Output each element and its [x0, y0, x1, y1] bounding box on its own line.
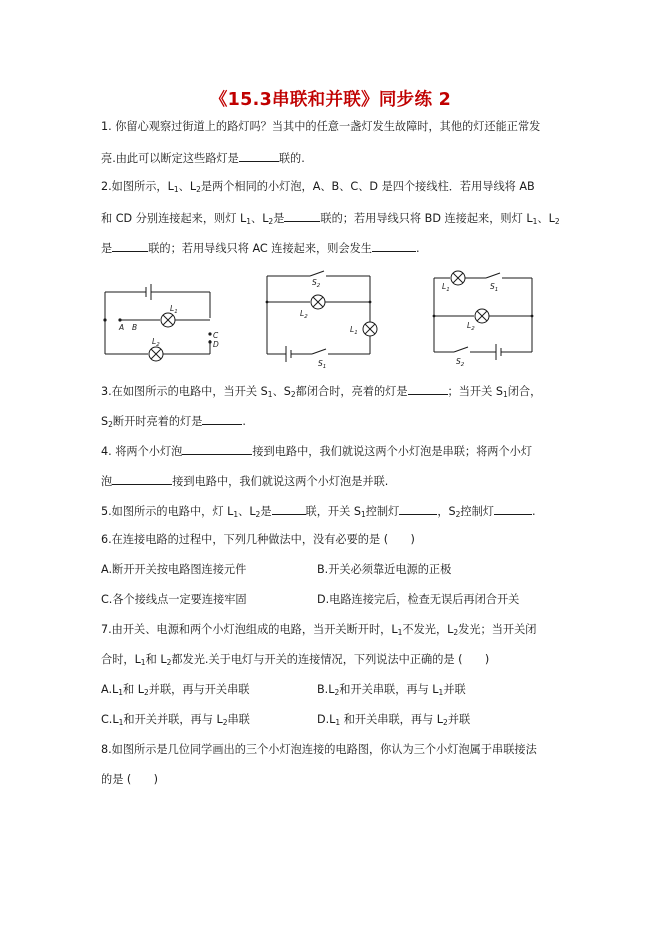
label-S2: $S_2$	[312, 278, 321, 289]
label-L1: $L_1$	[170, 304, 178, 315]
option-A[interactable]: A.断开开关按电路图连接元件	[101, 563, 247, 576]
label-S1: $S_1$	[318, 359, 327, 370]
option-A[interactable]: $A.L_1$和 $L_2$并联，再与开关串联	[101, 683, 250, 697]
answer-blank[interactable]	[239, 150, 279, 162]
answer-blank[interactable]	[372, 240, 416, 252]
label-L1: $L_1$	[350, 325, 358, 336]
question-8-line-1: 8.如图所示是几位同学画出的三个小灯泡连接的电路图，你认为三个小灯泡属于串联接法	[101, 743, 537, 756]
question-4-line-2: 泡 接到电路中，我们就说这两个小灯泡是并联.	[101, 475, 389, 488]
question-6-options-row-1	[101, 563, 452, 577]
label-D: D	[213, 340, 219, 349]
answer-blank[interactable]	[112, 240, 148, 252]
question-7-options-row-1	[101, 683, 466, 700]
answer-blank[interactable]	[284, 210, 320, 222]
answer-blank[interactable]	[272, 503, 306, 515]
answer-blank[interactable]	[494, 503, 532, 515]
label-S2: $S_2$	[456, 357, 465, 368]
question-1-line-1: 1. 你留心观察过街道上的路灯吗？当其中的任意一盏灯发生故障时，其他的灯还能正常发	[101, 120, 541, 133]
question-7-line-2: 合时，$L_1$和 $L_2$都发光.关于电灯与开关的连接情况，下列说法中正确的是 ( )	[101, 653, 490, 667]
label-B: B	[132, 323, 138, 332]
label-L2: $L_2$	[152, 337, 160, 348]
label-C: C	[213, 331, 219, 340]
question-7-options-row-2	[101, 713, 471, 730]
page-title: 《15.3串联和并联》同步练 2	[209, 90, 452, 110]
question-6-stem: 6.在连接电路的过程中，下列几种做法中，没有必要的是 ( )	[101, 533, 415, 546]
circuit-diagram-2	[262, 268, 382, 370]
answer-blank[interactable]	[408, 383, 448, 395]
question-7-line-1: 7.由开关、电源和两个小灯泡组成的电路，当开关断开时，$L_1$不发光，$L_2$发光；当开关闭	[101, 623, 537, 637]
answer-blank[interactable]	[182, 443, 252, 455]
answer-blank[interactable]	[112, 473, 172, 485]
question-2-line-3: 是 联的；若用导线只将 AC 连接起来，则会发生 .	[101, 242, 420, 255]
label-L1: $L_1$	[442, 282, 450, 293]
label-S1: $S_1$	[490, 282, 499, 293]
circuit-diagram-3	[428, 266, 543, 370]
circuit-diagram-1	[100, 282, 225, 362]
question-3-line-2: $S_2$断开时亮着的灯是 .	[101, 415, 246, 429]
option-C[interactable]: $C.L_1$和开关并联，再与 $L_2$串联	[101, 713, 250, 727]
question-6-options-row-2	[101, 593, 520, 607]
label-L2: $L_2$	[300, 309, 308, 320]
question-3-line-1: 3.在如图所示的电路中，当开关 $S_1$、$S_2$都闭合时，亮着的灯是 ；当开关 $S_1$闭合，	[101, 385, 542, 399]
question-8-line-2: 的是 ( )	[101, 773, 159, 786]
option-B[interactable]: $B.L_2$和开关串联，再与 $L_1$并联	[317, 683, 466, 697]
question-2-line-2: 和 CD 分别连接起来，则灯 $L_1$、$L_2$是 联的；若用导线只将 BD 连接起来，则灯 $L_1$、$L_2$	[101, 212, 560, 226]
question-2-line-1: 2.如图所示，$L_1$、$L_2$是两个相同的小灯泡，A、B、C、D 是四个接线柱．若用导线将 AB	[101, 180, 535, 194]
question-1-line-2: 亮.由此可以断定这些路灯是 联的.	[101, 152, 305, 165]
answer-blank[interactable]	[399, 503, 437, 515]
label-L2: $L_2$	[467, 321, 475, 332]
option-D[interactable]: D.电路连接完后，检查无误后再闭合开关	[317, 593, 520, 606]
option-C[interactable]: C.各个接线点一定要连接牢固	[101, 593, 247, 606]
answer-blank[interactable]	[202, 413, 242, 425]
question-4-line-1: 4. 将两个小灯泡 接到电路中，我们就说这两个小灯泡是串联；将两个小灯	[101, 445, 533, 458]
option-B[interactable]: B.开关必须靠近电源的正极	[317, 563, 452, 576]
option-D[interactable]: $D.L_1$ 和开关串联，再与 $L_2$并联	[317, 713, 471, 727]
question-5-line: 5.如图所示的电路中，灯 $L_1$、$L_2$是 联，开关 $S_1$控制灯 ，$S_2$控制灯 .	[101, 505, 536, 519]
label-A: A	[119, 323, 125, 332]
